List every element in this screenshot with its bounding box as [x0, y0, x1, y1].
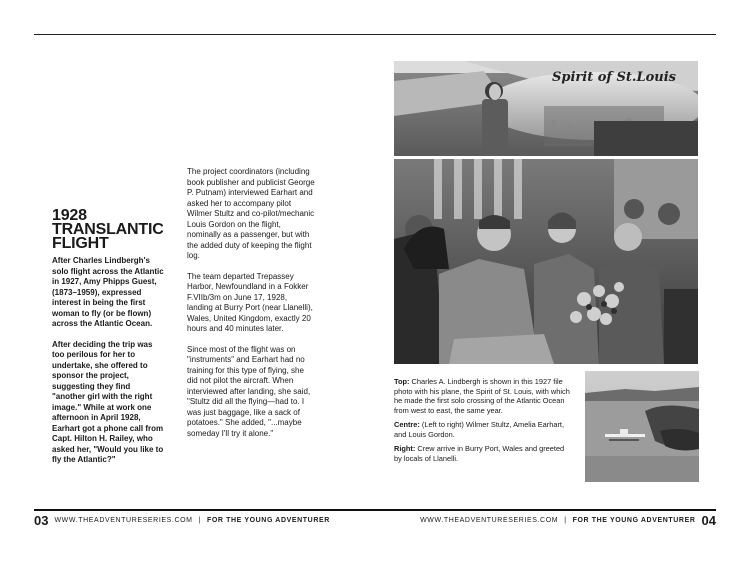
col1-paragraph: After Charles Lindbergh's solo flight across the Atlantic in 1927, Amy Phipps Guest, (1873–1959), expressed interest in being the first woman to fly (or be flown) across the Atlantic Ocean.	[52, 256, 164, 328]
caption-label: Top:	[394, 377, 410, 386]
top-rule	[34, 34, 716, 35]
photo-burry-port	[585, 371, 699, 482]
article-column-1	[52, 256, 164, 476]
col2-paragraph: The team departed Trepassey Harbor, Newfoundland in a Fokker F.VIIb/3m on June 17, 1928, landing at Burry Port (near Llanelli), Wales, United Kingdom, exactly 20 hours and 40 minutes later.	[187, 271, 313, 333]
bottom-rule	[34, 509, 716, 511]
footer-separator: |	[564, 516, 567, 524]
photo-crew	[394, 159, 698, 364]
footer-site-link[interactable]: WWW.THEADVENTURESERIES.COM	[420, 516, 559, 524]
photo-lindbergh-plane	[394, 61, 698, 156]
page-number-right: 04	[701, 512, 716, 528]
caption-text: Charles A. Lindbergh is shown in this 1927 file photo with his plane, the Spirit of St. Louis, with which he made the first solo crossing of the Atlantic Ocean from west to east, the same year.	[394, 377, 570, 415]
photo-captions	[394, 377, 574, 468]
footer-tagline: FOR THE YOUNG ADVENTURER	[572, 516, 696, 524]
caption-text: (Left to right) Wilmer Stultz, Amelia Earhart, and Louis Gordon.	[394, 420, 565, 439]
col1-paragraph: After deciding the trip was too perilous for her to undertake, she offered to sponsor the project, suggesting they find "another girl with the right image." While at work one afternoon in April 1928, Earhart got a phone call from Capt. Hilton H. Railey, who asked her, "Would you like to fly the Atlantic?"	[52, 339, 164, 464]
caption-centre	[394, 420, 574, 439]
caption-right	[394, 444, 574, 463]
col2-paragraph: The project coordinators (including book publisher and publicist George P. Putnam) interviewed Earhart and asked her to accompany pilot Wilmer Stultz and co-pilot/mechanic Louis Gordon on the flight, nominally as a passenger, but with the added duty of keeping the flight log.	[187, 167, 315, 260]
article-column-2	[187, 167, 315, 449]
caption-label: Right:	[394, 444, 416, 453]
footer-site-link[interactable]: WWW.THEADVENTURESERIES.COM	[54, 516, 193, 524]
caption-label: Centre:	[394, 420, 420, 429]
caption-text: Crew arrive in Burry Port, Wales and greeted by locals of Llanelli.	[394, 444, 565, 463]
plane-lettering: Spirit of St.Louis	[552, 70, 676, 85]
footer-separator: |	[198, 516, 201, 524]
footer-left	[34, 512, 330, 528]
footer-right	[420, 512, 716, 528]
col2-paragraph: Since most of the flight was on "instruments" and Earhart had no training for this type of flying, she did not pilot the aircraft. When interviewed after landing, she said, "Stultz did all the flying—had to. I was just baggage, like a sack of potatoes." She added, "...maybe someday I'll try it alone."	[187, 344, 311, 438]
caption-top	[394, 377, 574, 415]
footer-tagline: FOR THE YOUNG ADVENTURER	[207, 516, 330, 524]
page-number-left: 03	[34, 512, 49, 528]
article-heading: 1928 TRANSLANTIC FLIGHT	[52, 207, 164, 252]
